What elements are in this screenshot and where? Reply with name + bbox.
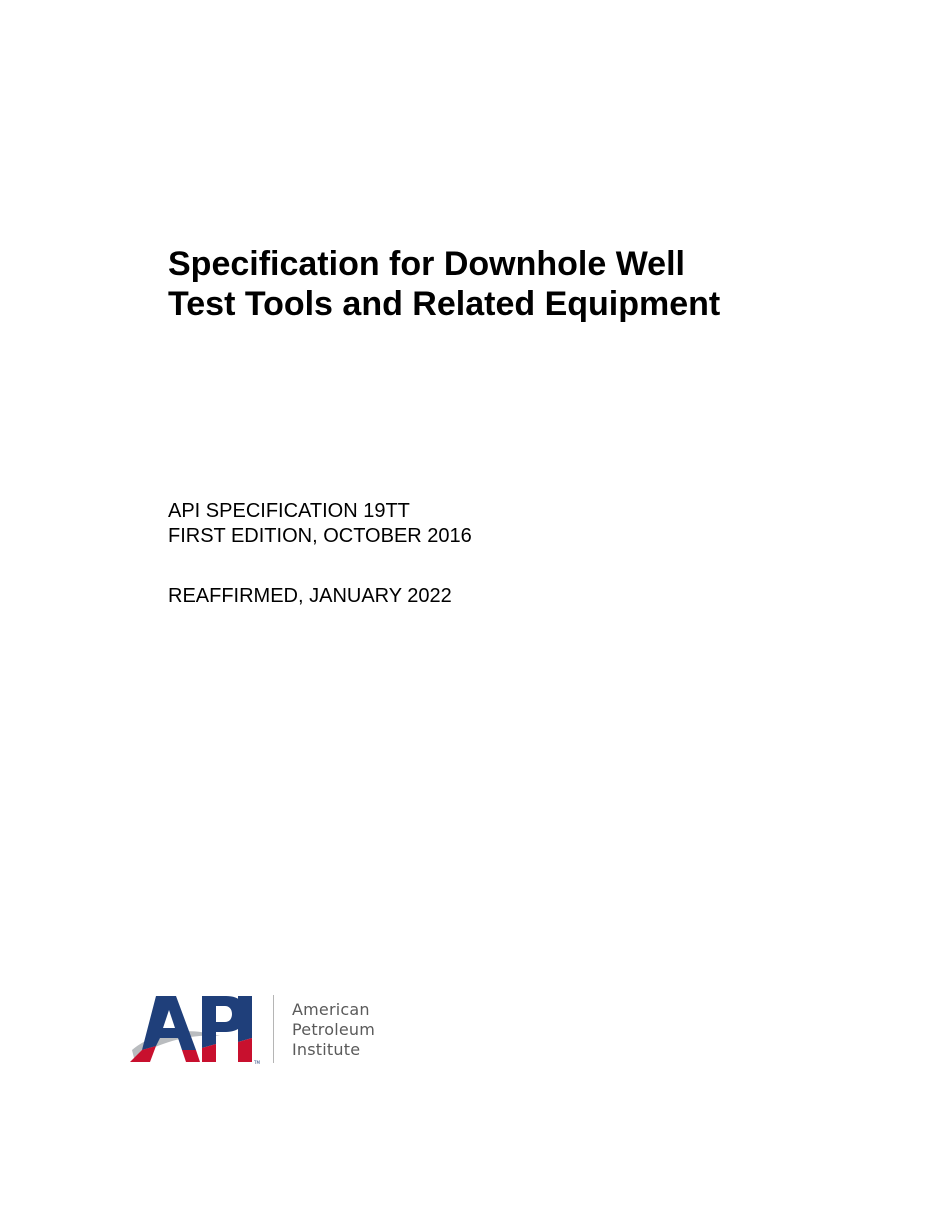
org-name-line-3: Institute (292, 1040, 361, 1059)
reaffirmed-statement: REAFFIRMED, JANUARY 2022 (168, 585, 452, 607)
specification-designation: API SPECIFICATION 19TT (168, 500, 410, 522)
organization-name (292, 1000, 375, 1060)
document-title (168, 244, 888, 324)
api-logo (126, 992, 396, 1068)
org-name-line-2: Petroleum (292, 1020, 376, 1039)
title-line-1: Specification for Downhole Well (168, 245, 685, 283)
logo-divider (273, 995, 274, 1063)
svg-text:TM: TM (254, 1060, 260, 1065)
edition-statement: FIRST EDITION, OCTOBER 2016 (168, 525, 472, 547)
org-name-line-1: American (292, 1000, 370, 1019)
api-logo-mark (126, 992, 262, 1066)
title-line-2: Test Tools and Related Equipment (168, 285, 721, 323)
